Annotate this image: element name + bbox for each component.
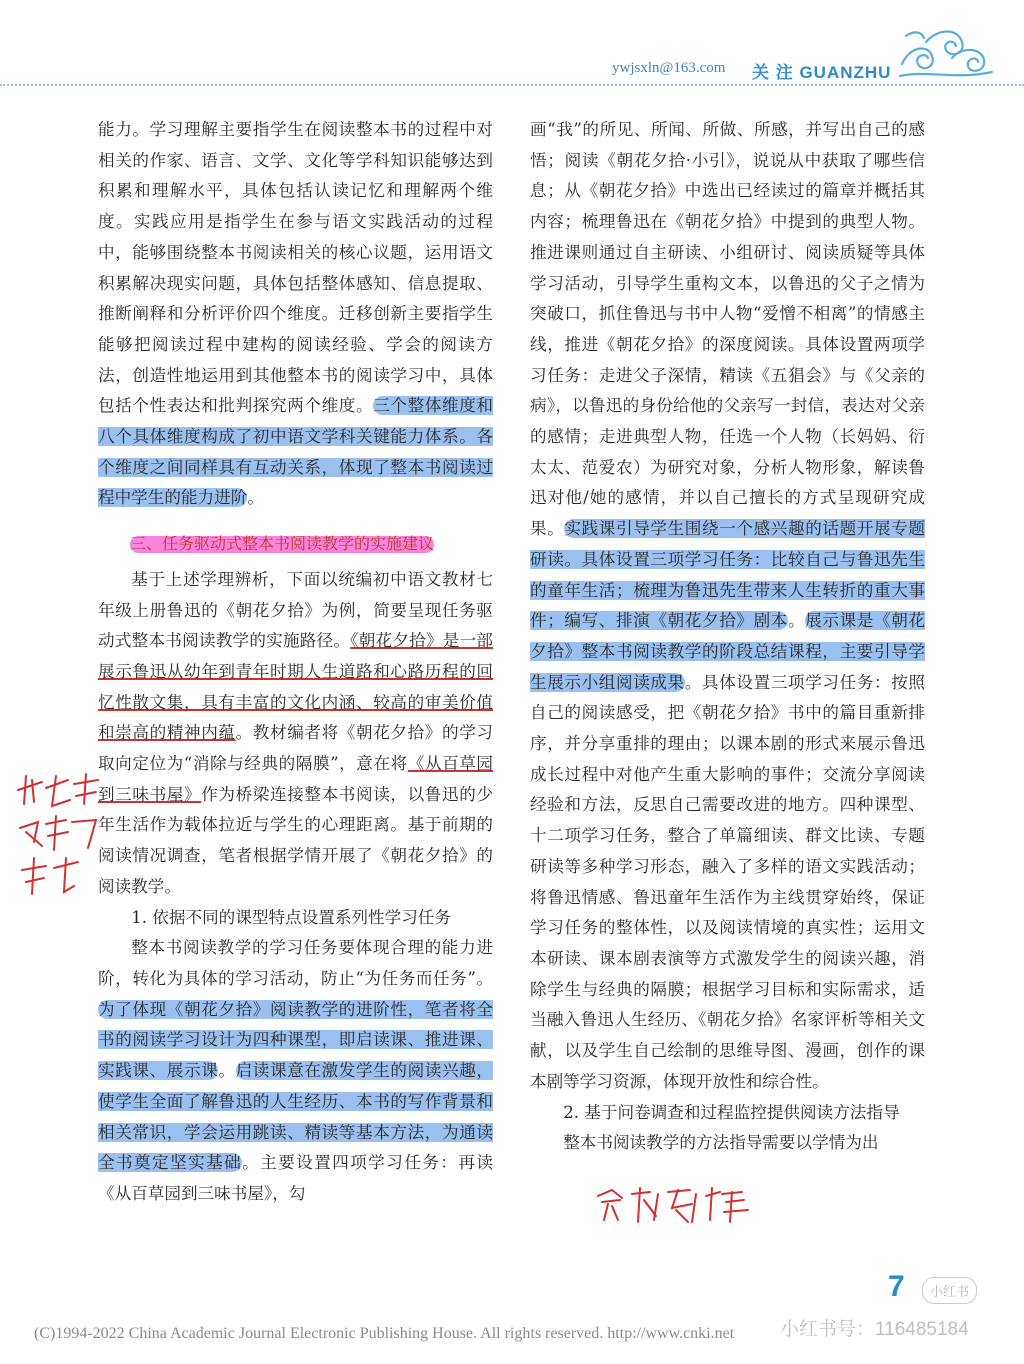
handwritten-annotation-left-icon [12, 770, 104, 900]
right-column [530, 115, 925, 1159]
left-p1-end: 。 [247, 488, 264, 508]
section-heading-text: 三、任务驱动式整本书阅读教学的实施建议 [130, 536, 435, 554]
header-section-label: 关 注 GUANZHU [752, 63, 892, 82]
left-paragraph-1 [98, 115, 493, 514]
left-p2-text-c: 作为桥梁连接整本书阅读，以鲁迅的少年生活作为载体拉近与学生的心理距离。基于前期的阅读情况调查，笔者根据学情开展了《朝花夕拾》的阅读教学。 [98, 784, 494, 896]
left-paragraph-3 [98, 933, 493, 1209]
left-p1-text: 能力。学习理解主要指学生在阅读整本书的过程中对相关的作家、语言、文学、文化等学科知识能够达到积累和理解水平，具体包括认读记忆和理解两个维度。实践应用是指学生在参与语文实践活动的过程中，能够围绕整本书阅读相关的核心议题，运用语文积累解决现实问题，具体包括整体感知、信息提取、推断阐释和分析评价四个维度。迁移创新主要指学生能够把阅读过程中建构的阅读经验、学会的阅读方法，创造性地运用到其他整本书的阅读学习中，具体包括个性表达和批判探究两个维度。 [98, 120, 493, 416]
copyright-line: (C)1994-2022 China Academic Journal Electronic Publishing House. All rights reserved. http://www.cnki.net [34, 1325, 735, 1342]
subheading-2: 2. 基于问卷调查和过程监控提供阅读方法指导 [563, 1102, 900, 1122]
watermark-logo: 小红书 [922, 1277, 977, 1304]
right-p1-text-b: 。 [788, 611, 806, 631]
left-paragraph-2 [98, 565, 493, 903]
left-p3-text-c: 。主要设置四项学习任务：再读《从百草园到三味书屋》，勾 [98, 1153, 494, 1203]
left-p3-text-b: 。 [218, 1061, 236, 1081]
watermark-id: 小红书号：116485184 [780, 1319, 969, 1340]
section-heading [98, 530, 493, 561]
right-paragraph-2: 整本书阅读教学的方法指导需要以学情为出 [563, 1133, 879, 1153]
right-paragraph-1 [530, 115, 925, 1098]
handwritten-annotation-bottom-icon [592, 1186, 762, 1226]
left-p2-text-b: 。教材编者将《朝花夕拾》的学习取向定位为“消除与经典的隔膜”，意在将 [98, 723, 494, 774]
header-divider [0, 84, 1024, 86]
subheading-1: 1. 依据不同的课型特点设置系列性学习任务 [131, 907, 451, 927]
right-p1-text-c: 。具体设置三项学习任务：按照自己的阅读感受，把《朝花夕拾》书中的篇目重新排序，并分享重排的理由；以课本剧的形式来展示鲁迅成长过程中对他产生重大影响的事件；交流分享阅读经验和方法，反思自己需要改进的地方。四种课型、十二项学习任务，整合了单篇细读、群文比读、专题研读等多种学习形态，融入了多样的语文实践活动；将鲁迅情感、鲁迅童年生活作为主线贯穿始终，保证学习任务的整体性，以及阅读情境的真实性；运用文本研读、课本剧表演等方式激发学生的阅读兴趣，消除学生与经典的隔膜；根据学习目标和实际需求，适当融入鲁迅人生经历、《朝花夕拾》名家评析等相关文献，以及学生自己绘制的思维导图、漫画，创作的课本剧等学习资源，体现开放性和综合性。 [530, 672, 926, 1091]
left-column [98, 115, 493, 1210]
left-p2-text-a: 基于上述学理辨析，下面以统编初中语文教材七年级上册鲁迅的《朝花夕拾》为例，简要呈现任务驱动式整本书阅读教学的实施路径。 [98, 569, 493, 651]
cloud-wave-decoration-icon [896, 22, 996, 84]
left-p2-underline-2: 《从百草园到三味书屋》 [98, 754, 494, 804]
left-p3-highlight-1: 为了体现《朝花夕拾》阅读教学的进阶性，笔者将全书的阅读学习设计为四种课型，即启读课、推进课、实践课、展示课 [98, 999, 493, 1081]
left-p3-highlight-2: 启读课意在激发学生的阅读兴趣，使学生全面了解鲁迅的人生经历、本书的写作背景和相关常识，学会运用跳读、精读等基本方法，为通读全书奠定坚实基础 [98, 1061, 494, 1173]
right-p1-highlight-1: 实践课引导学生围绕一个感兴趣的话题开展专题研读。具体设置三项学习任务：比较自己与鲁迅先生的童年生活；梳理为鲁迅先生带来人生转折的重大事件；编写、排演《朝花夕拾》剧本 [530, 519, 926, 631]
header-email: ywjsxln@163.com [612, 60, 726, 76]
right-p1-highlight-2: 展示课是《朝花夕拾》整本书阅读教学的阶段总结课程，主要引导学生展示小组阅读成果 [530, 611, 926, 692]
right-p1-text-a: 画“我”的所见、所闻、所做、所感，并写出自己的感悟；阅读《朝花夕拾·小引》，说说从中获取了哪些信息；从《朝花夕拾》中选出已经读过的篇章并概括其内容；梳理鲁迅在《朝花夕拾》中提到的典型人物。推进课则通过自主研读、小组研讨、阅读质疑等具体学习活动，引导学生重构文本，以鲁迅的父子之情为突破口，抓住鲁迅与书中人物“爱憎不相离”的情感主线，推进《朝花夕拾》的深度阅读。具体设置两项学习任务：走进父子深情，精读《五猖会》与《父亲的病》，以鲁迅的身份给他的父亲写一封信，表达对父亲的感情；走进典型人物，任选一个人物（长妈妈、衍太太、范爱农）为研究对象，分析人物形象，解读鲁迅对他/她的感情，并以自己擅长的方式呈现研究成果。 [530, 120, 925, 539]
left-p1-highlight: 三个整体维度和八个具体维度构成了初中语文学科关键能力体系。各个维度之间同样具有互动关系，体现了整本书阅读过程中学生的能力进阶 [98, 396, 494, 508]
left-p2-underline-1: 《朝花夕拾》是一部展示鲁迅从幼年到青年时期人生道路和心路历程的回忆性散文集，具有丰富的文化内涵、较高的审美价值和崇高的精神内蕴 [98, 631, 494, 743]
page-number: 7 [888, 1270, 905, 1303]
left-p3-text-a: 整本书阅读教学的学习任务要体现合理的能力进阶，转化为具体的学习活动，防止“为任务而任务”。 [98, 938, 493, 988]
